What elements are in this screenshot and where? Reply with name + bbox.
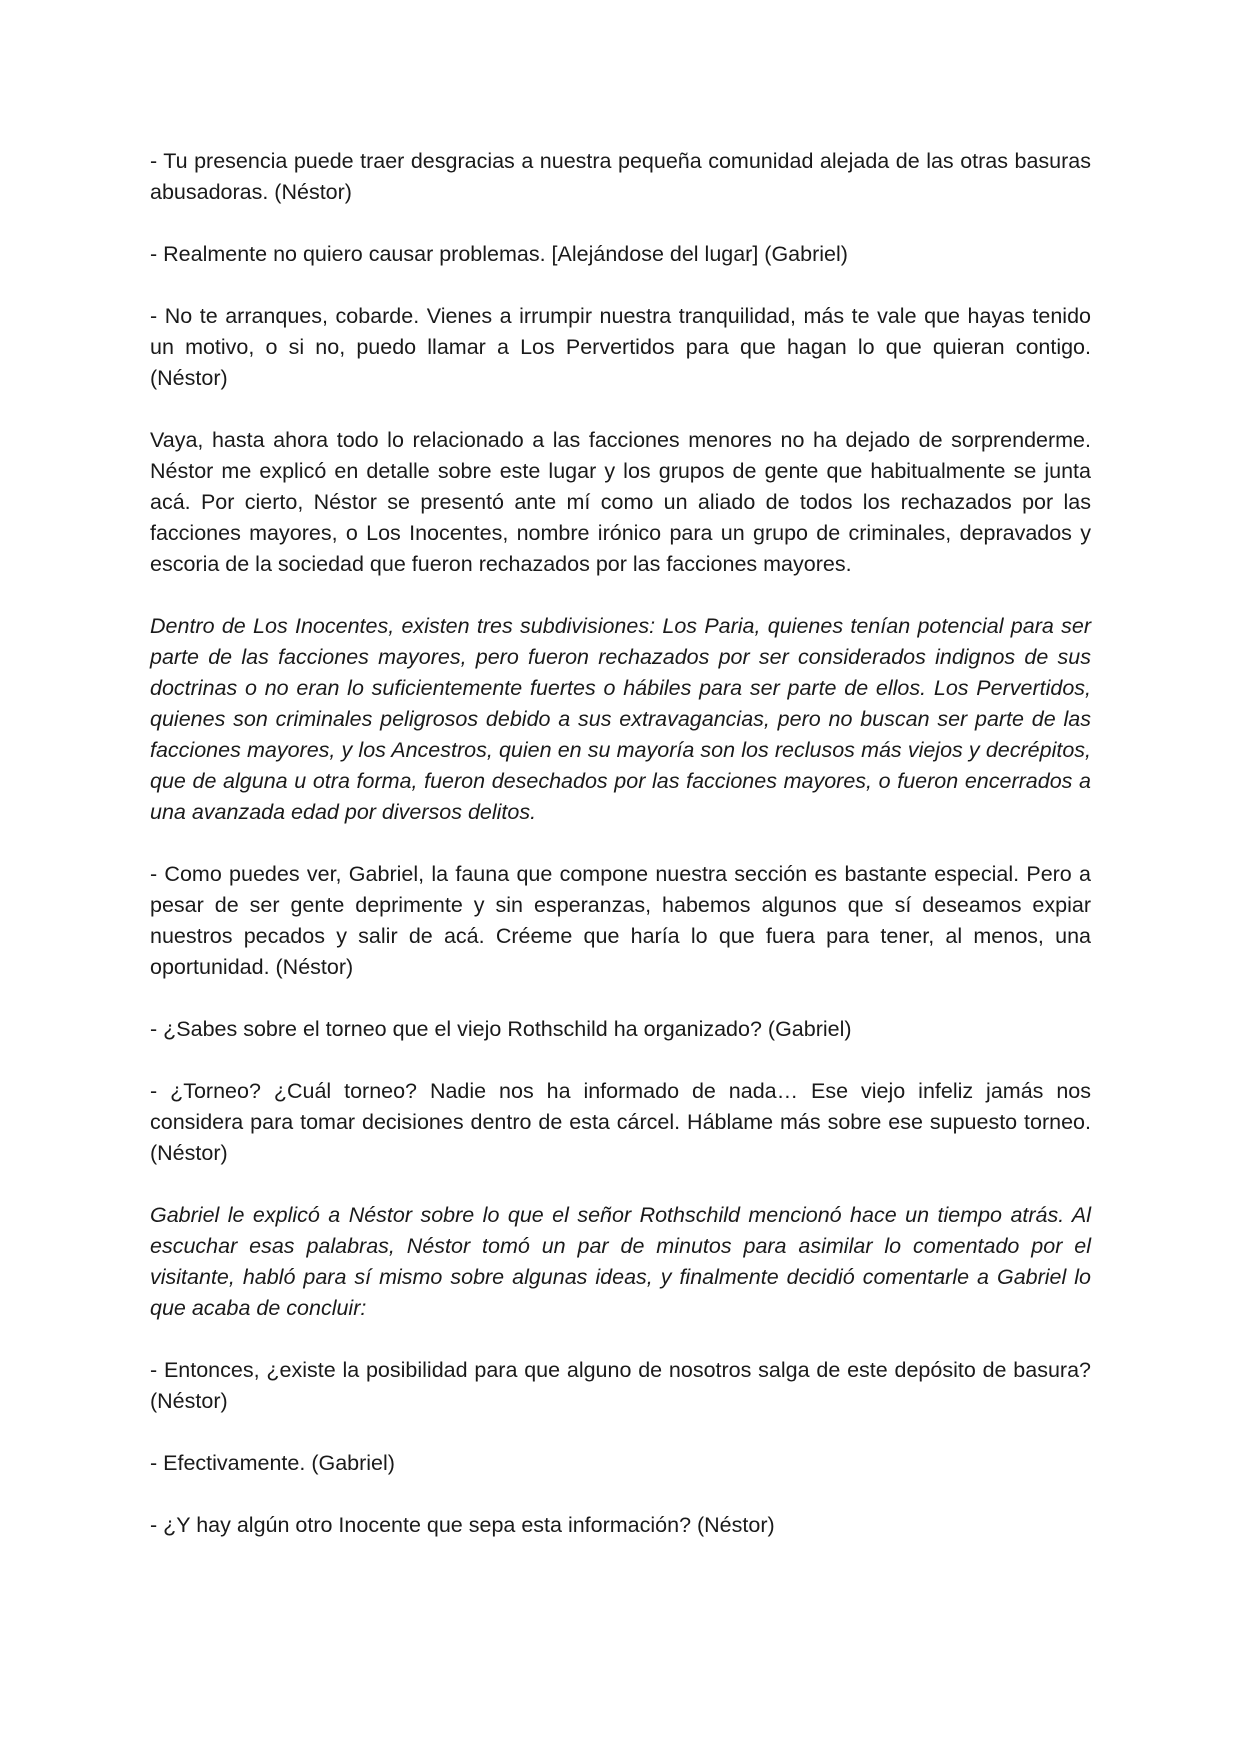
dialogue-paragraph: - ¿Sabes sobre el torneo que el viejo Rothschild ha organizado? (Gabriel) (150, 1017, 852, 1041)
document-page (150, 146, 1091, 1541)
italic-narration-paragraph: Gabriel le explicó a Néstor sobre lo que el señor Rothschild mencionó hace un tiempo atrás. Al escuchar esas palabras, Néstor tomó un par de minutos para asimilar lo comentado por el visitante, habló para sí mismo sobre algunas ideas, y finalmente decidió comentarle a Gabriel lo que acaba de concluir: (150, 1203, 1091, 1320)
dialogue-paragraph: - ¿Torneo? ¿Cuál torneo? Nadie nos ha informado de nada… Ese viejo infeliz jamás nos considera para tomar decisiones dentro de esta cárcel. Háblame más sobre ese supuesto torneo. (Néstor) (150, 1079, 1091, 1165)
dialogue-paragraph: - Entonces, ¿existe la posibilidad para que alguno de nosotros salga de este depósito de basura? (Néstor) (150, 1358, 1091, 1413)
italic-narration-paragraph: Dentro de Los Inocentes, existen tres subdivisiones: Los Paria, quienes tenían potencial para ser parte de las facciones mayores, pero fueron rechazados por ser considerados indignos de sus doctrinas o no eran lo suficientemente fuertes o hábiles para ser parte de ellos. Los Pervertidos, quienes son criminales peligrosos debido a sus extravagancias, pero no buscan ser parte de las facciones mayores, y los Ancestros, quien en su mayoría son los reclusos más viejos y decrépitos, que de alguna u otra forma, fueron desechados por las facciones mayores, o fueron encerrados a una avanzada edad por diversos delitos. (150, 614, 1091, 824)
dialogue-paragraph: - ¿Y hay algún otro Inocente que sepa esta información? (Néstor) (150, 1513, 775, 1537)
dialogue-paragraph: - Tu presencia puede traer desgracias a nuestra pequeña comunidad alejada de las otras basuras abusadoras. (Néstor) (150, 149, 1091, 204)
dialogue-paragraph: - Como puedes ver, Gabriel, la fauna que compone nuestra sección es bastante especial. Pero a pesar de ser gente deprimente y sin esperanzas, habemos algunos que sí deseamos expiar nuestros pecados y salir de acá. Créeme que haría lo que fuera para tener, al menos, una oportunidad. (Néstor) (150, 862, 1091, 979)
dialogue-paragraph: - Realmente no quiero causar problemas. [Alejándose del lugar] (Gabriel) (150, 242, 848, 266)
dialogue-paragraph: - No te arranques, cobarde. Vienes a irrumpir nuestra tranquilidad, más te vale que hayas tenido un motivo, o si no, puedo llamar a Los Pervertidos para que hagan lo que quieran contigo. (Néstor) (150, 304, 1091, 390)
dialogue-paragraph: - Efectivamente. (Gabriel) (150, 1451, 395, 1475)
narration-paragraph: Vaya, hasta ahora todo lo relacionado a las facciones menores no ha dejado de sorprenderme. Néstor me explicó en detalle sobre este lugar y los grupos de gente que habitualmente se junta acá. Por cierto, Néstor se presentó ante mí como un aliado de todos los rechazados por las facciones mayores, o Los Inocentes, nombre irónico para un grupo de criminales, depravados y escoria de la sociedad que fueron rechazados por las facciones mayores. (150, 428, 1091, 576)
